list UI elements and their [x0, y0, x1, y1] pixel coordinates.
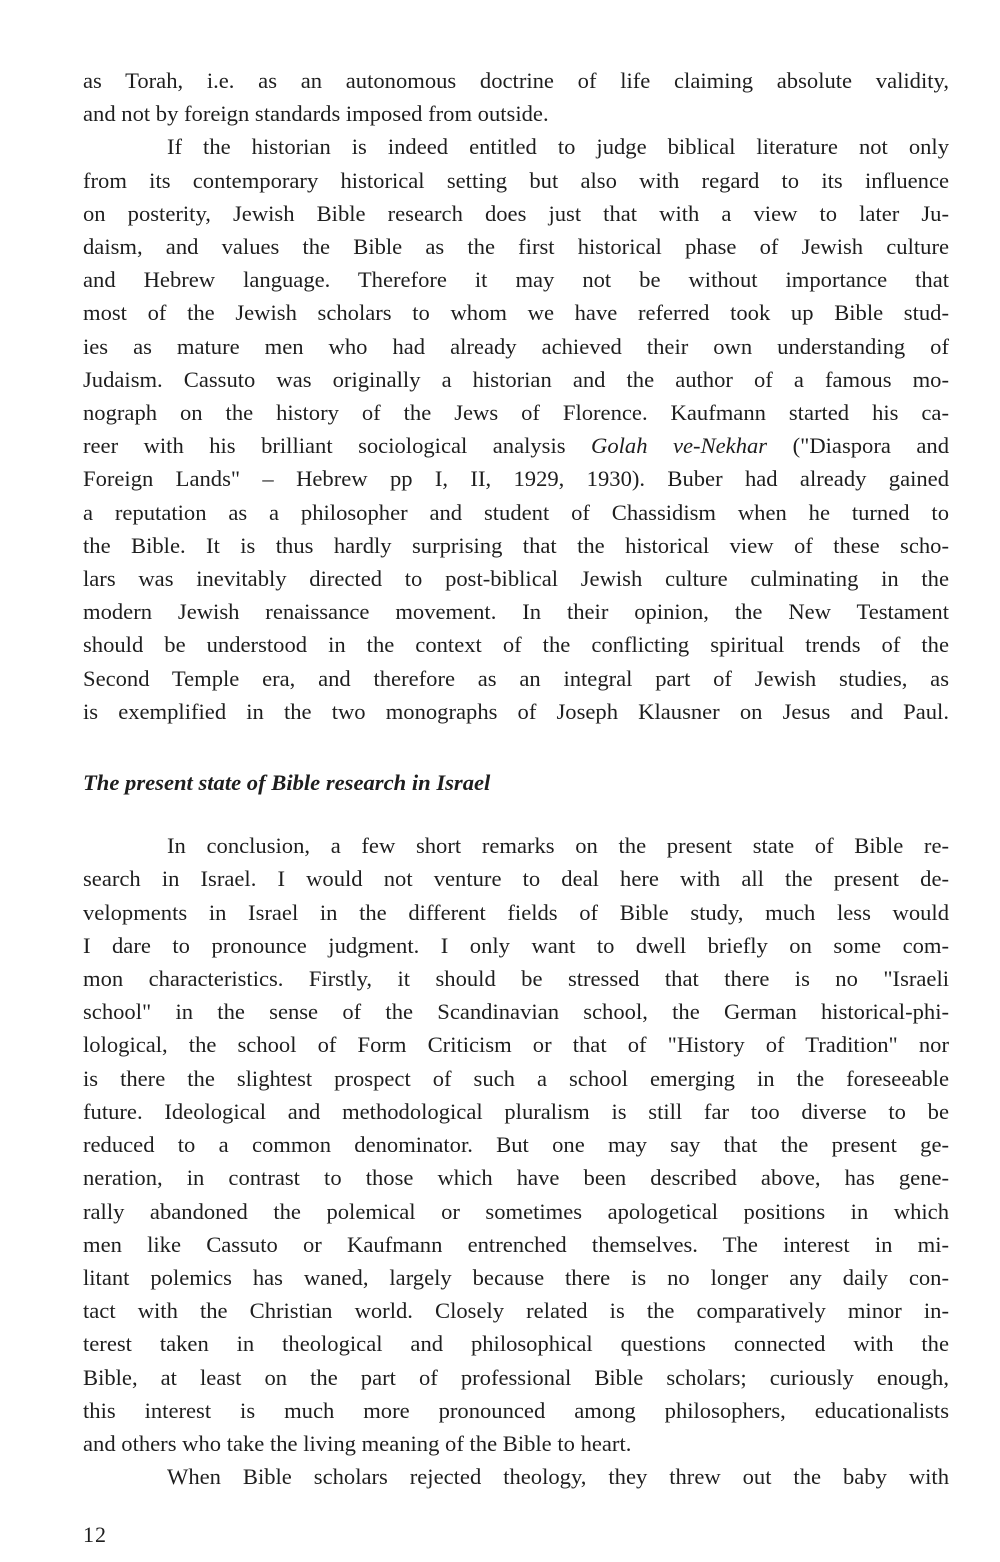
- page-body: [83, 64, 949, 1493]
- text-line: mon characteristics. Firstly, it should be stressed that there is no "Israeli: [83, 966, 949, 992]
- text-segment: reer with his brilliant sociological analysis: [83, 433, 592, 459]
- text-line: lological, the school of Form Criticism or that of "History of Tradition" nor: [83, 1032, 949, 1058]
- text-line: and others who take the living meaning of the Bible to heart.: [83, 1430, 632, 1456]
- text-line: When Bible scholars rejected theology, they threw out the baby with: [167, 1464, 949, 1490]
- text-line: Second Temple era, and therefore as an integral part of Jewish studies, as: [83, 665, 949, 691]
- page-number: 12: [83, 1522, 107, 1547]
- text-line: future. Ideological and methodological pluralism is still far too diverse to be: [83, 1098, 949, 1124]
- text-line: this interest is much more pronounced among philosophers, educationalists: [83, 1397, 949, 1423]
- paragraph-4: [83, 1460, 949, 1493]
- paragraph-1: [83, 64, 949, 130]
- text-line: In conclusion, a few short remarks on the present state of Bible re-: [167, 833, 949, 859]
- text-line: rally abandoned the polemical or sometimes apologetical positions in which: [83, 1198, 949, 1224]
- text-line: and not by foreign standards imposed from outside.: [83, 101, 549, 127]
- text-line: on posterity, Jewish Bible research does just that with a view to later Ju-: [83, 200, 949, 226]
- text-line: Judaism. Cassuto was originally a historian and the author of a famous mo-: [83, 366, 949, 392]
- text-line: a reputation as a philosopher and student of Chassidism when he turned to: [83, 499, 949, 525]
- text-line: school" in the sense of the Scandinavian school, the German historical-phi-: [83, 999, 949, 1025]
- text-line: from its contemporary historical setting but also with regard to its influence: [83, 167, 949, 193]
- text-line: neration, in contrast to those which have been described above, has gene-: [83, 1165, 949, 1191]
- text-line: as Torah, i.e. as an autonomous doctrine of life claiming absolute validity,: [83, 68, 949, 93]
- text-line: men like Cassuto or Kaufmann entrenched themselves. The interest in mi-: [83, 1231, 949, 1257]
- paragraph-2: [83, 130, 949, 728]
- text-line: If the historian is indeed entitled to judge biblical literature not only: [167, 134, 949, 160]
- text-line: daism, and values the Bible as the first historical phase of Jewish culture: [83, 234, 949, 260]
- text-line: reduced to a common denominator. But one may say that the present ge-: [83, 1132, 949, 1158]
- text-line: is exemplified in the two monographs of Joseph Klausner on Jesus and Paul.: [83, 698, 949, 724]
- text-line: most of the Jewish scholars to whom we have referred took up Bible stud-: [83, 300, 949, 326]
- text-line: the Bible. It is thus hardly surprising that the historical view of these scho-: [83, 532, 949, 558]
- text-line: is there the slightest prospect of such a school emerging in the foreseeable: [83, 1065, 949, 1091]
- italic-book-title: Golah ve-Nekhar: [591, 433, 768, 459]
- text-line: modern Jewish renaissance movement. In their opinion, the New Testament: [83, 599, 949, 625]
- text-line-with-title: [83, 429, 949, 462]
- text-line: lars was inevitably directed to post-biblical Jewish culture culminating in the: [83, 566, 949, 592]
- text-line: velopments in Israel in the different fields of Bible study, much less would: [83, 899, 949, 925]
- text-line: litant polemics has waned, largely because there is no longer any daily con-: [83, 1264, 949, 1290]
- text-line: nograph on the history of the Jews of Florence. Kaufmann started his ca-: [83, 400, 949, 426]
- text-line: Bible, at least on the part of professional Bible scholars; curiously enough,: [83, 1364, 949, 1390]
- text-line: Foreign Lands" – Hebrew pp I, II, 1929, 1930). Buber had already gained: [83, 466, 949, 492]
- text-line: tact with the Christian world. Closely related is the comparatively minor in-: [83, 1298, 949, 1324]
- section-heading: The present state of Bible research in Israel: [83, 770, 491, 796]
- text-line: should be understood in the context of the conflicting spiritual trends of the: [83, 632, 949, 658]
- text-line: terest taken in theological and philosophical questions connected with the: [83, 1331, 949, 1357]
- text-line: ies as mature men who had already achieved their own understanding of: [83, 333, 949, 359]
- text-line: I dare to pronounce judgment. I only want to dwell briefly on some com-: [83, 932, 949, 958]
- text-line: and Hebrew language. Therefore it may not be without importance that: [83, 267, 949, 293]
- text-segment: ("Diaspora and: [767, 433, 949, 459]
- text-line: search in Israel. I would not venture to deal here with all the present de-: [83, 866, 949, 892]
- paragraph-3: [83, 829, 949, 1460]
